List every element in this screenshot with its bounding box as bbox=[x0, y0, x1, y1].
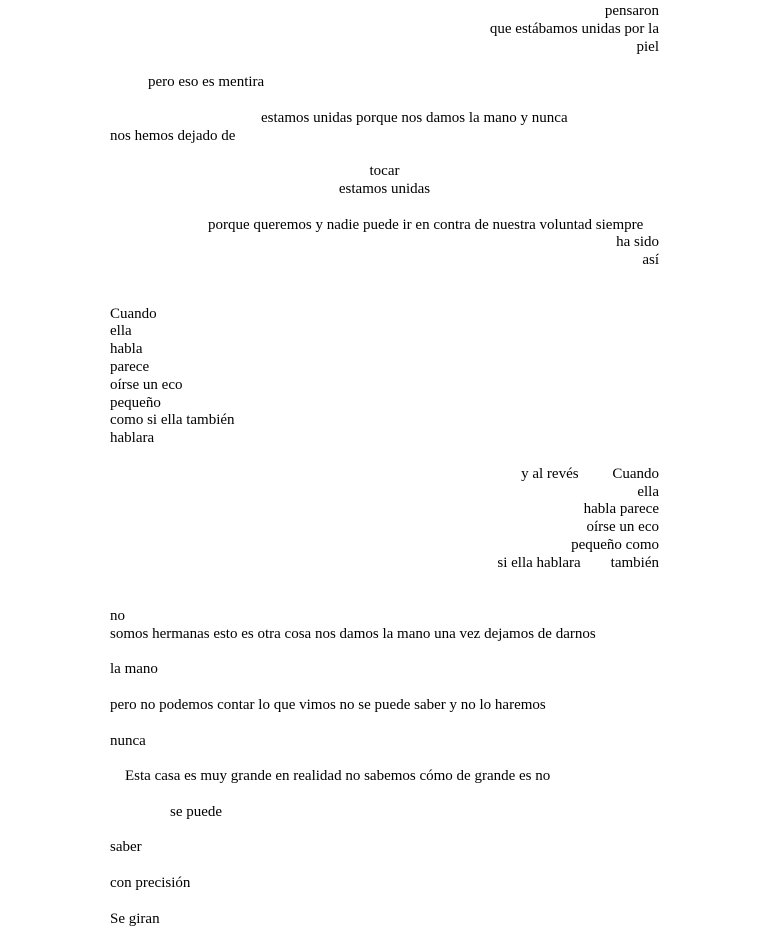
poem-line: pequeño bbox=[110, 394, 161, 411]
blank-line bbox=[110, 893, 659, 911]
poem-line: ella bbox=[110, 323, 132, 340]
poem-line: saber bbox=[110, 839, 142, 856]
poem-line: pensaron bbox=[604, 3, 659, 19]
poem-line: nos hemos dejado de bbox=[110, 127, 236, 144]
poem-line: estamos unidas bbox=[338, 180, 431, 197]
poem-line: si ella hablara también bbox=[497, 554, 659, 571]
blank-line bbox=[110, 199, 659, 217]
poem-line: parece bbox=[110, 358, 150, 375]
poem-line: no bbox=[110, 608, 125, 625]
blank-line bbox=[110, 590, 659, 608]
poem-line: nunca bbox=[110, 732, 146, 749]
poem-line: piel bbox=[636, 38, 659, 55]
poem-line: con precisión bbox=[110, 875, 191, 892]
blank-line bbox=[110, 92, 659, 110]
poem-line: habla parece bbox=[583, 501, 659, 518]
blank-line bbox=[110, 145, 659, 163]
blank-line bbox=[110, 857, 659, 875]
poem-line: tocar bbox=[369, 163, 400, 180]
poem-line: Cuando bbox=[110, 305, 157, 322]
blank-line bbox=[110, 750, 659, 768]
blank-line bbox=[110, 270, 659, 288]
blank-line bbox=[110, 822, 659, 840]
poem-line: porque queremos y nadie puede ir en contra de nuestra voluntad siempre bbox=[208, 216, 644, 233]
blank-line bbox=[110, 644, 659, 662]
blank-line bbox=[110, 679, 659, 697]
poem-line: oírse un eco bbox=[110, 376, 183, 393]
poem-line: y al revés Cuando bbox=[521, 465, 659, 482]
poem-line: pero eso es mentira bbox=[148, 74, 265, 91]
poem-line: somos hermanas esto es otra cosa nos damos la mano una vez dejamos de darnos bbox=[110, 625, 596, 642]
poem-line: así bbox=[642, 252, 659, 269]
poem-line: pero no podemos contar lo que vimos no se puede saber y no lo haremos bbox=[110, 697, 546, 714]
blank-line bbox=[110, 573, 659, 591]
poem-line: la mano bbox=[110, 661, 158, 678]
poem-line: Se giran bbox=[110, 910, 160, 927]
blank-line bbox=[110, 448, 659, 466]
poem-line: ha sido bbox=[616, 234, 659, 251]
poem-line: se puede bbox=[170, 803, 223, 820]
poem-line: Esta casa es muy grande en realidad no sabemos cómo de grande es no bbox=[125, 768, 551, 785]
poem-line: oírse un eco bbox=[586, 519, 659, 536]
poem-line: que estábamos unidas por la bbox=[489, 20, 659, 37]
poem-line: estamos unidas porque nos damos la mano y nunca bbox=[261, 109, 568, 126]
poem-line: hablara bbox=[110, 430, 155, 447]
poem-line: habla bbox=[110, 341, 143, 358]
poem-line: como si ella también bbox=[110, 412, 235, 429]
blank-line bbox=[110, 56, 659, 74]
poem-line: ella bbox=[637, 483, 659, 500]
blank-line bbox=[110, 715, 659, 733]
blank-line bbox=[110, 786, 659, 804]
poem-line: pequeño como bbox=[571, 536, 659, 553]
blank-line bbox=[110, 288, 659, 306]
